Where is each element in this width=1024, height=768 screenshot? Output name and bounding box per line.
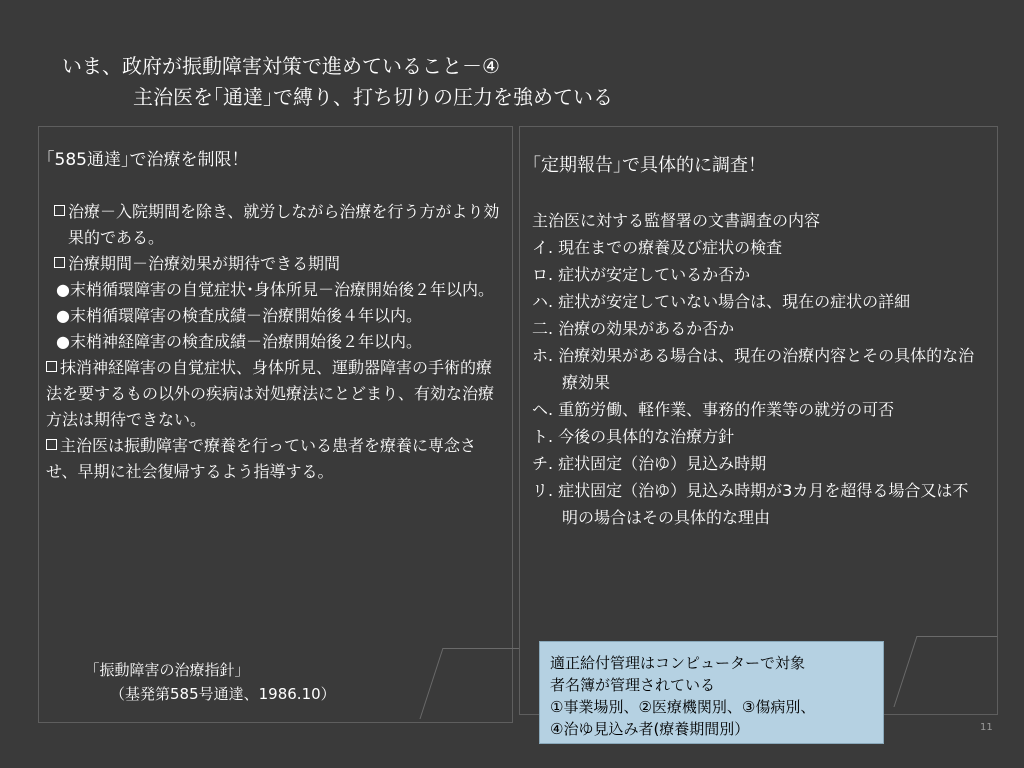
right-list-item: イ. 現在までの療養及び症状の検査 [532, 238, 783, 257]
left-item: 抹消神経障害の自覚症状、身体所見、運動器障害の手術的療法を要するもの以外の疾病は対処療法にとどまり、有効な治療方法は期待できない。 [46, 358, 495, 429]
right-list-item: 二. 治療の効果があるか否か [532, 319, 735, 338]
left-item: 主治医は振動障害で療養を行っている患者を療養に専念させ、早期に社会復帰するよう指導する。 [46, 436, 477, 481]
info-callout-box [539, 641, 884, 744]
right-list-item: ト. 今後の具体的な治療方針 [532, 427, 735, 446]
slide-title-line2: 主治医を｢通達｣で縛り、打ち切りの圧力を強めている [133, 85, 613, 109]
right-list-item: ハ. 症状が安定していない場合は、現在の症状の詳細 [532, 292, 911, 311]
info-line: ④治ゆ見込み者(療養期間別） [550, 720, 750, 738]
left-item: 治療期間－治療効果が期待できる期間 [46, 251, 506, 277]
checkbox-square-icon [46, 439, 57, 450]
right-content [532, 207, 982, 531]
right-list-item: ホ. 治療効果がある場合は、現在の治療内容とその具体的な治療効果 [532, 346, 975, 392]
checkbox-square-icon [54, 205, 65, 216]
info-line: ①事業場別、②医療機関別、③傷病別、 [550, 698, 816, 716]
info-line: 適正給付管理はコンピューターで対象 [550, 654, 806, 672]
right-list-item: チ. 症状固定（治ゆ）見込み時期 [532, 454, 767, 473]
source-title: ｢振動障害の治療指針｣ [92, 661, 243, 679]
checkbox-square-icon [54, 257, 65, 268]
right-list-item: リ. 症状固定（治ゆ）見込み時期が3カ月を超得る場合又は不明の場合はその具体的な理由 [532, 481, 969, 527]
right-list-item: ロ. 症状が安定しているか否か [532, 265, 751, 284]
left-content [46, 199, 506, 485]
page-number: 11 [980, 722, 993, 733]
checkbox-square-icon [46, 361, 57, 372]
left-heading: ｢585通達｣で治療を制限！ [46, 150, 249, 170]
info-line: 者名簿が管理されている [550, 676, 716, 694]
left-bullet-item: ●末梢循環障害の検査成績－治療開始後４年以内。 [56, 306, 422, 325]
right-intro: 主治医に対する監督署の文書調査の内容 [532, 211, 821, 230]
right-heading: ｢定期報告｣で具体的に調査！ [532, 155, 766, 176]
left-bullet-item: ●末梢神経障害の検査成績－治療開始後２年以内。 [56, 332, 422, 351]
slide-title-line1: いま、政府が振動障害対策で進めていること－④ [62, 54, 500, 78]
left-item: 治療－入院期間を除き、就労しながら治療を行う方がより効果的である。 [46, 199, 506, 251]
right-list-item: ヘ. 重筋労働、軽作業、事務的作業等の就労の可否 [532, 400, 895, 419]
left-bullet-item: ●末梢循環障害の自覚症状･身体所見－治療開始後２年以内。 [56, 280, 494, 299]
source-citation: （基発第585号通達、1986.10） [110, 685, 336, 703]
